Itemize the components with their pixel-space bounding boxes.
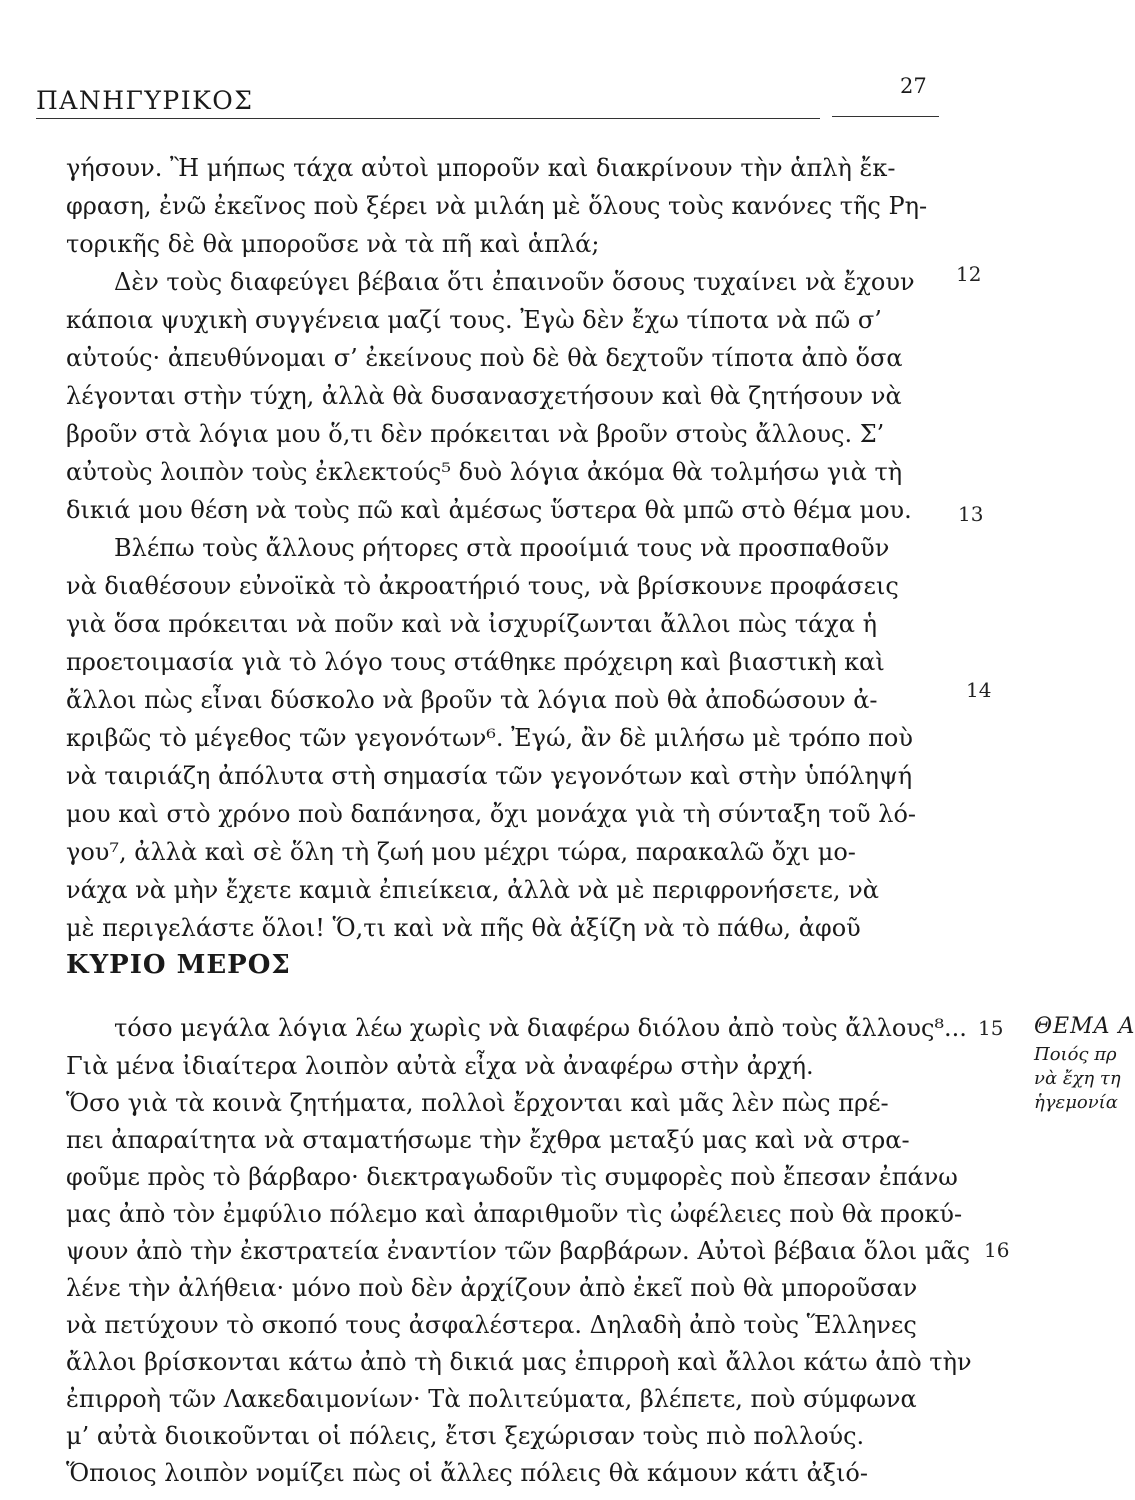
text-line: μας ἀπὸ τὸν ἐμφύλιο πόλεμο καὶ ἀπαριθμοῦν τὶς ὠφέλειες ποὺ θὰ προκύ-	[66, 1200, 963, 1228]
text-line: Δὲν τοὺς διαφεύγει βέβαια ὅτι ἐπαινοῦν ὅσους τυχαίνει νὰ ἔχουν	[114, 268, 915, 296]
text-line: αὐτοὺς λοιπὸν τοὺς ἐκλεκτούς⁵ δυὸ λόγια ἀκόμα θὰ τολμήσω γιὰ τὴ	[66, 458, 903, 486]
text-line: φραση, ἐνῶ ἐκεῖνος ποὺ ξέρει νὰ μιλάη μὲ ὅλους τοὺς κανόνες τῆς Ρη-	[66, 192, 928, 220]
sidebar-title: ΘΕΜΑ Α	[1034, 1014, 1135, 1039]
text-line-overflow: τόσο μεγάλα λόγια λέω χωρὶς νὰ διαφέρω διόλου ἀπὸ τοὺς ἄλλους⁸...	[114, 1014, 967, 1042]
header-rule	[36, 118, 820, 119]
text-line: πει ἀπαραίτητα νὰ σταματήσωμε τὴν ἔχθρα μεταξύ μας καὶ νὰ στρα-	[66, 1126, 910, 1154]
margin-number: 16	[984, 1238, 1010, 1262]
margin-number: 13	[958, 502, 984, 526]
text-line: μὲ περιγελάστε ὅλοι! Ὅ,τι καὶ νὰ πῆς θὰ ἀξίζη νὰ τὸ πάθω, ἀφοῦ	[66, 914, 861, 942]
running-title: ΠΑΝΗΓΥΡΙΚΟΣ	[36, 86, 254, 115]
text-line: ἄλλοι πὼς εἶναι δύσκολο νὰ βροῦν τὰ λόγια ποὺ θὰ ἀποδώσουν ἀ-	[66, 686, 878, 714]
text-line: νάχα νὰ μὴν ἔχετε καμιὰ ἐπιείκεια, ἀλλὰ νὰ μὲ περιφρονήσετε, νὰ	[66, 876, 879, 904]
text-line: γιὰ ὅσα πρόκειται νὰ ποῦν καὶ νὰ ἰσχυρίζωνται ἄλλοι πὼς τάχα ἡ	[66, 610, 877, 638]
margin-number: 12	[956, 262, 982, 286]
text-line: κάποια ψυχικὴ συγγένεια μαζί τους. Ἐγὼ δὲν ἔχω τίποτα νὰ πῶ σ’	[66, 306, 882, 334]
text-line: λένε τὴν ἀλήθεια· μόνο ποὺ δὲν ἀρχίζουν ἀπὸ ἐκεῖ ποὺ θὰ μποροῦσαν	[66, 1274, 918, 1302]
text-line: κριβῶς τὸ μέγεθος τῶν γεγονότων⁶. Ἐγώ, ἂν δὲ μιλήσω μὲ τρόπο ποὺ	[66, 724, 913, 752]
page-number: 27	[900, 74, 927, 98]
sidebar-line: νὰ ἔχη τη	[1034, 1068, 1121, 1089]
text-line: Ὅσο γιὰ τὰ κοινὰ ζητήματα, πολλοὶ ἔρχονται καὶ μᾶς λὲν πὼς πρέ-	[66, 1089, 889, 1117]
text-line: μου καὶ στὸ χρόνο ποὺ δαπάνησα, ὄχι μονάχα γιὰ τὴ σύνταξη τοῦ λό-	[66, 800, 917, 828]
text-line: ἐπιρροὴ τῶν Λακεδαιμονίων· Τὰ πολιτεύματα, βλέπετε, ποὺ σύμφωνα	[66, 1385, 917, 1413]
text-line: αὐτούς· ἀπευθύνομαι σ’ ἐκείνους ποὺ δὲ θὰ δεχτοῦν τίποτα ἀπὸ ὅσα	[66, 344, 903, 372]
text-line: δικιά μου θέση νὰ τοὺς πῶ καὶ ἀμέσως ὕστερα θὰ μπῶ στὸ θέμα μου.	[66, 496, 912, 524]
margin-number: 15	[978, 1016, 1004, 1040]
text-line: βροῦν στὰ λόγια μου ὅ,τι δὲν πρόκειται νὰ βροῦν στοὺς ἄλλους. Σ’	[66, 420, 885, 448]
text-line: Γιὰ μένα ἰδιαίτερα λοιπὸν αὐτὰ εἶχα νὰ ἀναφέρω στὴν ἀρχή.	[66, 1052, 814, 1080]
text-line: Βλέπω τοὺς ἄλλους ρήτορες στὰ προοίμιά τους νὰ προσπαθοῦν	[114, 534, 890, 562]
sidebar-line: ἡγεμονία	[1034, 1092, 1118, 1113]
text-line: νὰ ταιριάζη ἀπόλυτα στὴ σημασία τῶν γεγονότων καὶ στὴν ὑπόληψή	[66, 762, 913, 790]
text-line: γου⁷, ἀλλὰ καὶ σὲ ὅλη τὴ ζωή μου μέχρι τώρα, παρακαλῶ ὄχι μο-	[66, 838, 856, 866]
text-line: Ὅποιος λοιπὸν νομίζει πὼς οἱ ἄλλες πόλεις θὰ κάμουν κάτι ἀξιό-	[66, 1459, 868, 1487]
header-rule-short	[832, 116, 939, 117]
text-line: νὰ πετύχουν τὸ σκοπό τους ἀσφαλέστερα. Δηλαδὴ ἀπὸ τοὺς Ἕλληνες	[66, 1311, 917, 1339]
margin-number: 14	[966, 678, 992, 702]
sidebar-line: Ποιός πρ	[1034, 1044, 1117, 1065]
text-line: λέγονται στὴν τύχη, ἀλλὰ θὰ δυσανασχετήσουν καὶ θὰ ζητήσουν νὰ	[66, 382, 902, 410]
text-line: νὰ διαθέσουν εὐνοϊκὰ τὸ ἀκροατήριό τους, νὰ βρίσκουνε προφάσεις	[66, 572, 899, 600]
section-heading: ΚΥΡΙΟ ΜΕΡΟΣ	[66, 950, 291, 980]
text-line: φοῦμε πρὸς τὸ βάρβαρο· διεκτραγωδοῦν τὶς συμφορὲς ποὺ ἔπεσαν ἐπάνω	[66, 1163, 958, 1191]
text-line: ψουν ἀπὸ τὴν ἐκστρατεία ἐναντίον τῶν βαρβάρων. Αὐτοὶ βέβαια ὅλοι μᾶς	[66, 1237, 971, 1265]
text-line: γήσουν. Ἢ μήπως τάχα αὐτοὶ μποροῦν καὶ διακρίνουν τὴν ἁπλὴ ἔκ-	[66, 154, 896, 182]
text-line: ἄλλοι βρίσκονται κάτω ἀπὸ τὴ δικιά μας ἐπιρροὴ καὶ ἄλλοι κάτω ἀπὸ τὴν	[66, 1348, 972, 1376]
text-line: προετοιμασία γιὰ τὸ λόγο τους στάθηκε πρόχειρη καὶ βιαστικὴ καὶ	[66, 648, 885, 676]
text-line: μ’ αὐτὰ διοικοῦνται οἱ πόλεις, ἔτσι ξεχώρισαν τοὺς πιὸ πολλούς.	[66, 1422, 865, 1450]
text-line: τορικῆς δὲ θὰ μποροῦσε νὰ τὰ πῆ καὶ ἁπλά;	[66, 230, 600, 258]
